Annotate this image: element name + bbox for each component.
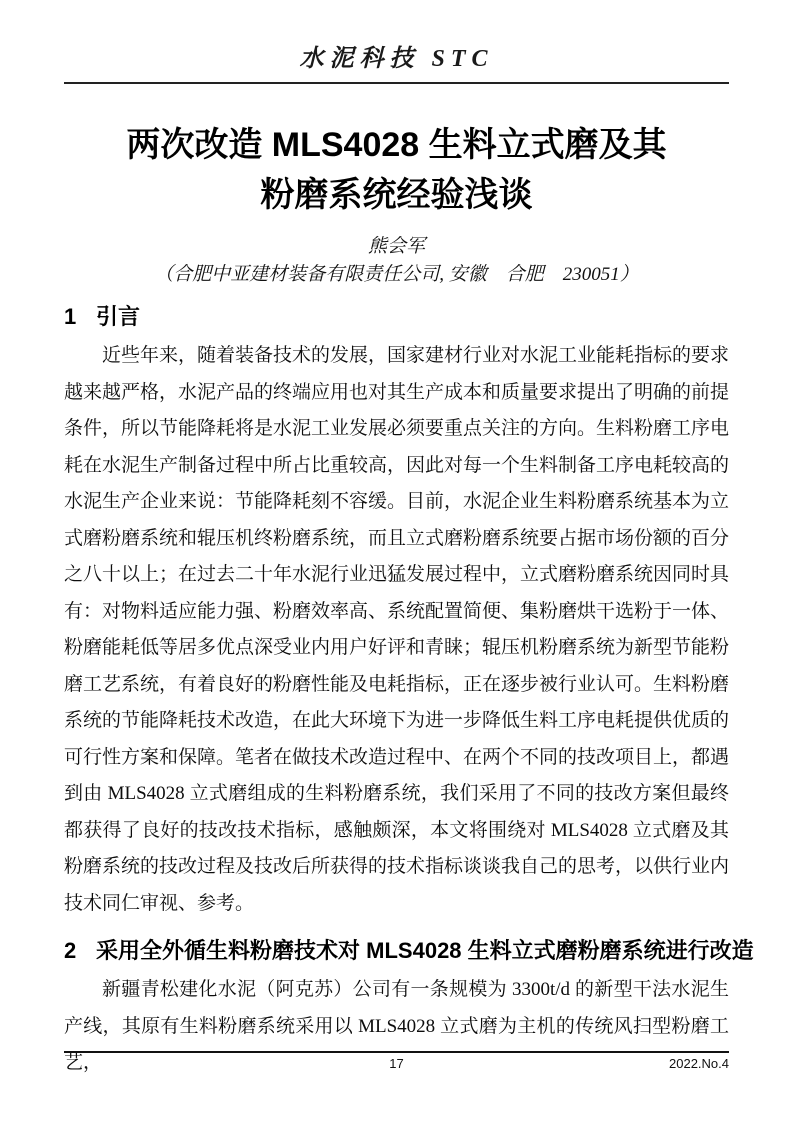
article-title-line1: 两次改造 MLS4028 生料立式磨及其 [126, 126, 667, 164]
section-1-title: 引言 [96, 304, 141, 329]
article-title [64, 120, 729, 220]
section-1-paragraph: 近些年来，随着装备技术的发展，国家建材行业对水泥工业能耗指标的要求越来越严格，水泥产品的终端应用也对其生产成本和质量要求提出了明确的前提条件，所以节能降耗将是水泥工业发展必须要重点关注的方向。生料粉磨工序电耗在水泥生产制备过程中所占比重较高，因此对每一个生料制备工序电耗较高的水泥生产企业来说：节能降耗刻不容缓。目前，水泥企业生料粉磨系统基本为立式磨粉磨系统和辊压机终粉磨系统，而且立式磨粉磨系统要占据市场份额的百分之八十以上；在过去二十年水泥行业迅猛发展过程中，立式磨粉磨系统因同时具有：对物料适应能力强、粉磨效率高、系统配置简便、集粉磨烘干选粉于一体、粉磨能耗低等居多优点深受业内用户好评和青睐；辊压机粉磨系统为新型节能粉磨工艺系统，有着良好的粉磨性能及电耗指标，正在逐步被行业认可。生料粉磨系统的节能降耗技术改造，在此大环境下为进一步降低生料工序电耗提供优质的可行性方案和保障。笔者在做技术改造过程中、在两个不同的技改项目上，都遇到由 MLS4028 立式磨组成的生料粉磨系统，我们采用了不同的技改方案但最终都获得了良好的技改技术指标，感触颇深，本文将围绕对 MLS4028 立式磨及其粉磨系统的技改过程及技改后所获得的技术指标谈谈我自己的思考，以供行业内技术同仁审视、参考。 [64, 345, 730, 914]
section-2-heading [64, 936, 754, 966]
article-title-line2: 粉磨系统经验浅谈 [260, 176, 533, 214]
footer-row [64, 1056, 729, 1074]
author-affiliation: （合肥中亚建材装备有限责任公司, 安徽 合肥 230051） [154, 264, 639, 285]
issue-label: 2022.No.4 [669, 1056, 729, 1071]
section-1-heading [64, 302, 729, 332]
section-2-paragraph: 新疆青松建化水泥（阿克苏）公司有一条规模为 3300t/d 的新型干法水泥生产线，其原有生料粉磨系统采用以 MLS4028 立式磨为主机的传统风扫型粉磨工艺， [64, 979, 729, 1073]
section-2-title: 采用全外循生料粉磨技术对 MLS4028 生料立式磨粉磨系统进行改造 [96, 938, 754, 963]
section-1-number: 1 [64, 304, 77, 329]
header-rule [64, 82, 729, 84]
journal-header [64, 0, 729, 74]
page-number: 17 [389, 1056, 404, 1071]
section-introduction [64, 302, 729, 922]
journal-title: 水泥科技 STC [299, 46, 494, 72]
section-2-number: 2 [64, 938, 77, 963]
author-name: 熊会军 [367, 236, 425, 257]
footer-rule [64, 1051, 729, 1053]
page-footer [64, 1051, 729, 1074]
